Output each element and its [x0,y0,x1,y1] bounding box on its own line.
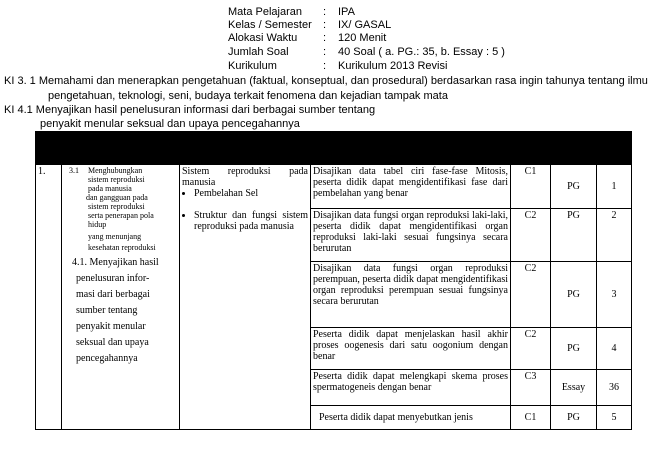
bentuk-cell: PG [551,262,597,328]
meta-value-subject: IPA [338,6,355,18]
kd-line: serta penerapan pola [88,211,154,220]
level-cell: C2 [511,262,551,328]
indikator-cell: Peserta didik dapat menyebutkan jenis [311,406,511,430]
kd-line: penyakit menular [76,321,146,332]
level-cell: C2 [511,328,551,370]
ki3-line2: pengetahuan, teknologi, seni, budaya terkait fenomena dan kejadian tampak mata [48,90,448,102]
kd-line: pada manusia [88,184,132,193]
meta-colon: : [323,32,327,44]
nomor-cell: 3 [597,262,632,328]
kompetensi-dasar-cell [62,165,180,430]
ki3-line1: KI 3. 1 Memahami dan menerapkan pengetahuan (faktual, konseptual, dan prosedural) berdasarkan rasa ingin tahunya tentang ilmu [4,75,648,87]
materi-list [182,188,308,199]
meta-colon: : [323,46,327,58]
meta-value-curriculum: Kurikulum 2013 Revisi [338,60,448,72]
kd-line: yang menunjang [88,232,142,241]
indikator-cell: Peserta didik dapat melengkapi skema proses spermatogeneis dengan benar [311,370,511,406]
nomor-cell: 36 [597,370,632,406]
level-cell: C3 [511,370,551,406]
nomor-cell: 5 [597,406,632,430]
kd-line: seksual dan upaya [76,337,149,348]
level-cell: C1 [511,165,551,209]
kd-line: pencegahannya [76,353,138,364]
meta-colon: : [323,60,327,72]
row-number-cell [36,165,62,430]
level-cell: C1 [511,406,551,430]
kd-line: sistem reproduksi [88,202,145,211]
kd-line: penelusuran infor- [76,273,150,284]
bentuk-cell: PG [551,328,597,370]
header-cell [511,132,551,165]
indikator-cell: Disajikan data tabel ciri fase-fase Mitosis, peserta didik dapat mengidentifikasi fase dari pembelahan yang benar [311,165,511,209]
ki4-line2: penyakit menular seksual dan upaya pencegahannya [40,118,300,130]
kd-3-1 [66,166,177,252]
materi-cell [180,209,311,430]
meta-value-class: IX/ GASAL [338,19,392,31]
materi-item: • Struktur dan fungsi sistem reproduksi pada manusia [194,210,308,232]
meta-label-subject: Mata Pelajaran [228,6,302,18]
header-cell [36,132,62,165]
meta-label-class: Kelas / Semester [228,19,312,31]
kd-line: sumber tentang [76,305,138,316]
meta-label-curriculum: Kurikulum [228,60,277,72]
bentuk-cell: Essay [551,370,597,406]
kd-line: 4.1. Menyajikan hasil [72,257,159,268]
meta-colon: : [323,6,327,18]
indikator-cell: Disajikan data fungsi organ reproduksi laki-laki, peserta didik dapat mengidentifikasi organ reproduksi laki-laki sesuai fungsinya secara berurutan [311,209,511,262]
header-cell [311,132,511,165]
bentuk-cell: PG [551,165,597,209]
nomor-cell: 4 [597,328,632,370]
meta-value-time: 120 Menit [338,32,387,44]
meta-label-time: Alokasi Waktu [228,32,298,44]
bentuk-cell: PG [551,209,597,262]
materi-list [182,210,308,232]
indikator-cell: Peserta didik dapat menjelaskan hasil akhir proses oogenesis dari satu oogonium dengan benar [311,328,511,370]
kd-line: masi dari berbagai [76,289,150,300]
meta-label-count: Jumlah Soal [228,46,289,58]
nomor-cell: 2 [597,209,632,262]
table-row [36,165,632,209]
bentuk-cell: PG [551,406,597,430]
level-cell: C2 [511,209,551,262]
row-number: 1. [38,166,46,177]
nomor-cell: 1 [597,165,632,209]
kd-line: hidup [88,220,107,229]
header-cell [597,132,632,165]
header-cell [180,132,311,165]
ki4-line1: KI 4.1 Menyajikan hasil penelusuran informasi dari berbagai sumber tentang [4,104,376,116]
materi-heading: Sistem reproduksi pada manusia [182,166,308,188]
kd-line: sistem reproduksi [88,175,145,184]
indikator-cell: Disajikan data fungsi organ reproduksi perempuan, peserta didik dapat mengidentifikasi organ reproduksi perempuan sesuai fungsinya secara berurutan [311,262,511,328]
header-cell [551,132,597,165]
meta-colon: : [323,19,327,31]
kd-3-1-number: 3.1 [69,166,79,175]
header-cell [62,132,180,165]
kd-line: kesehatan reproduksi [88,243,156,252]
materi-cell [180,165,311,209]
kisi-kisi-table [35,131,632,430]
meta-value-count: 40 Soal ( a. PG.: 35, b. Essay : 5 ) [338,46,505,58]
kd-line: Menghubungkan [88,166,143,175]
kd-4-1 [66,256,177,365]
kd-line: dan gangguan pada [86,193,148,202]
materi-item: • Pembelahan Sel [194,188,308,199]
table-header-row [36,132,632,165]
